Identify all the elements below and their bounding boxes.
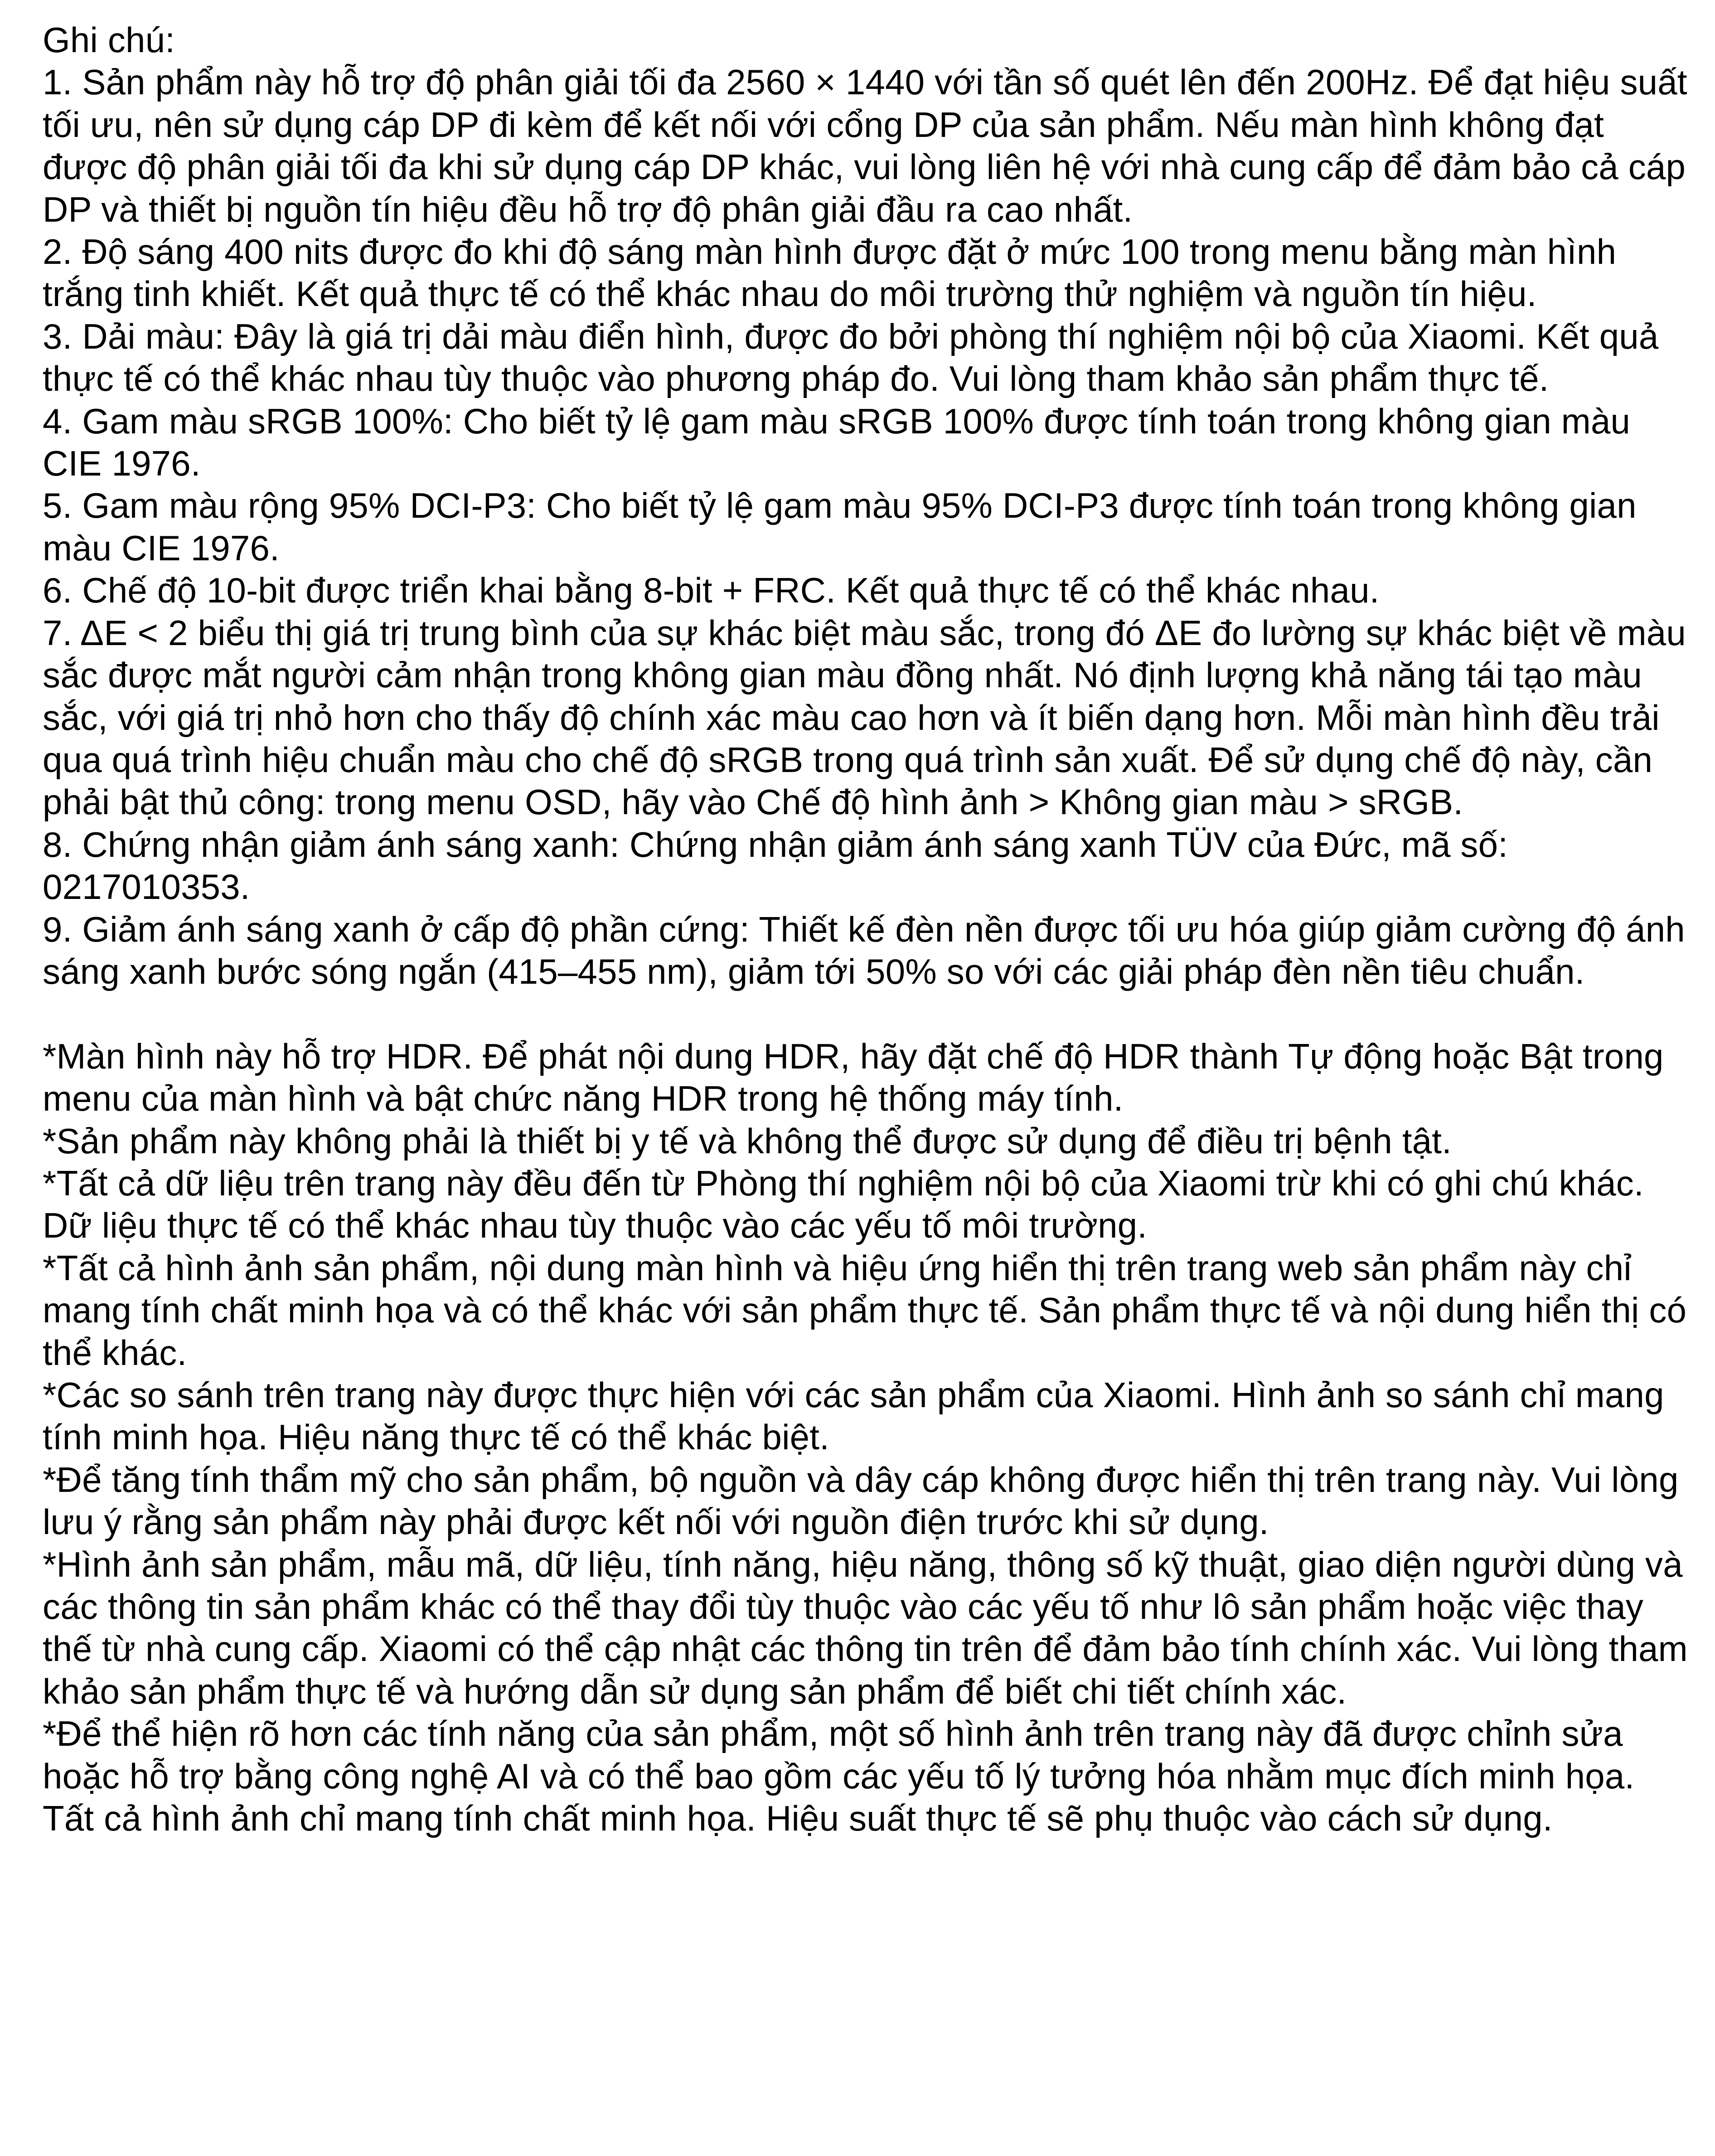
disclaimer-specs-change: *Hình ảnh sản phẩm, mẫu mã, dữ liệu, tính năng, hiệu năng, thông số kỹ thuật, giao diện người dùng và các thông tin sản phẩm khác có thể thay đổi tùy thuộc vào các yếu tố như lô sản phẩm hoặc việc thay thế từ nhà cung cấp. Xiaomi có thể cập nhật các thông tin trên để đảm bảo tính chính xác. Vui lòng tham khảo sản phẩm thực tế và hướng dẫn sử dụng sản phẩm để biết chi tiết chính xác. (43, 1544, 1688, 1711)
disclaimer-comparisons: *Các so sánh trên trang này được thực hiện với các sản phẩm của Xiaomi. Hình ảnh so sánh chỉ mang tính minh họa. Hiệu năng thực tế có thể khác biệt. (43, 1374, 1664, 1457)
note-4: 4. Gam màu sRGB 100%: Cho biết tỷ lệ gam màu sRGB 100% được tính toán trong không gian màu CIE 1976. (43, 401, 1631, 484)
note-2: 2. Độ sáng 400 nits được đo khi độ sáng màn hình được đặt ở mức 100 trong menu bằng màn hình trắng tinh khiết. Kết quả thực tế có thể khác nhau do môi trường thử nghiệm và nguồn tín hiệu. (43, 232, 1617, 314)
note-6: 6. Chế độ 10-bit được triển khai bằng 8-bit + FRC. Kết quả thực tế có thể khác nhau. (43, 570, 1380, 611)
note-3: 3. Dải màu: Đây là giá trị dải màu điển hình, được đo bởi phòng thí nghiệm nội bộ của Xiaomi. Kết quả thực tế có thể khác nhau tùy thuộc vào phương pháp đo. Vui lòng tham khảo sản phẩm thực tế. (43, 316, 1659, 399)
notes-document (43, 19, 1692, 1840)
disclaimer-images: *Tất cả hình ảnh sản phẩm, nội dung màn hình và hiệu ứng hiển thị trên trang web sản phẩm này chỉ mang tính chất minh họa và có thể khác với sản phẩm thực tế. Sản phẩm thực tế và nội dung hiển thị có thể khác. (43, 1248, 1687, 1373)
note-8: 8. Chứng nhận giảm ánh sáng xanh: Chứng nhận giảm ánh sáng xanh TÜV của Đức, mã số: 0217010353. (43, 824, 1508, 907)
section-spacer (43, 993, 1692, 1035)
note-5: 5. Gam màu rộng 95% DCI-P3: Cho biết tỷ lệ gam màu 95% DCI-P3 được tính toán trong không gian màu CIE 1976. (43, 486, 1637, 568)
disclaimer-power-cables: *Để tăng tính thẩm mỹ cho sản phẩm, bộ nguồn và dây cáp không được hiển thị trên trang này. Vui lòng lưu ý rằng sản phẩm này phải được kết nối với nguồn điện trước khi sử dụng. (43, 1459, 1679, 1542)
note-9: 9. Giảm ánh sáng xanh ở cấp độ phần cứng: Thiết kế đèn nền được tối ưu hóa giúp giảm cường độ ánh sáng xanh bước sóng ngắn (415–455 nm), giảm tới 50% so với các giải pháp đèn nền tiêu chuẩn. (43, 909, 1685, 991)
note-1: 1. Sản phẩm này hỗ trợ độ phân giải tối đa 2560 × 1440 với tần số quét lên đến 200Hz. Để đạt hiệu suất tối ưu, nên sử dụng cáp DP đi kèm để kết nối với cổng DP của sản phẩm. Nếu màn hình không đạt được độ phân giải tối đa khi sử dụng cáp DP khác, vui lòng liên hệ với nhà cung cấp để đảm bảo cả cáp DP và thiết bị nguồn tín hiệu đều hỗ trợ độ phân giải đầu ra cao nhất. (43, 62, 1687, 229)
disclaimer-ai-images: *Để thể hiện rõ hơn các tính năng của sản phẩm, một số hình ảnh trên trang này đã được chỉnh sửa hoặc hỗ trợ bằng công nghệ AI và có thể bao gồm các yếu tố lý tưởng hóa nhằm mục đích minh họa. Tất cả hình ảnh chỉ mang tính chất minh họa. Hiệu suất thực tế sẽ phụ thuộc vào cách sử dụng. (43, 1714, 1635, 1839)
disclaimer-medical: *Sản phẩm này không phải là thiết bị y tế và không thể được sử dụng để điều trị bệnh tật. (43, 1121, 1452, 1161)
note-7: 7. ΔE < 2 biểu thị giá trị trung bình của sự khác biệt màu sắc, trong đó ΔE đo lường sự khác biệt về màu sắc được mắt người cảm nhận trong không gian màu đồng nhất. Nó định lượng khả năng tái tạo màu sắc, với giá trị nhỏ hơn cho thấy độ chính xác màu cao hơn và ít biến dạng hơn. Mỗi màn hình đều trải qua quá trình hiệu chuẩn màu cho chế độ sRGB trong quá trình sản xuất. Để sử dụng chế độ này, cần phải bật thủ công: trong menu OSD, hãy vào Chế độ hình ảnh > Không gian màu > sRGB. (43, 612, 1686, 822)
notes-heading: Ghi chú: (43, 20, 175, 60)
disclaimer-hdr: *Màn hình này hỗ trợ HDR. Để phát nội dung HDR, hãy đặt chế độ HDR thành Tự động hoặc Bật trong menu của màn hình và bật chức năng HDR trong hệ thống máy tính. (43, 1036, 1664, 1119)
disclaimer-lab-data: *Tất cả dữ liệu trên trang này đều đến từ Phòng thí nghiệm nội bộ của Xiaomi trừ khi có ghi chú khác. Dữ liệu thực tế có thể khác nhau tùy thuộc vào các yếu tố môi trường. (43, 1163, 1644, 1246)
